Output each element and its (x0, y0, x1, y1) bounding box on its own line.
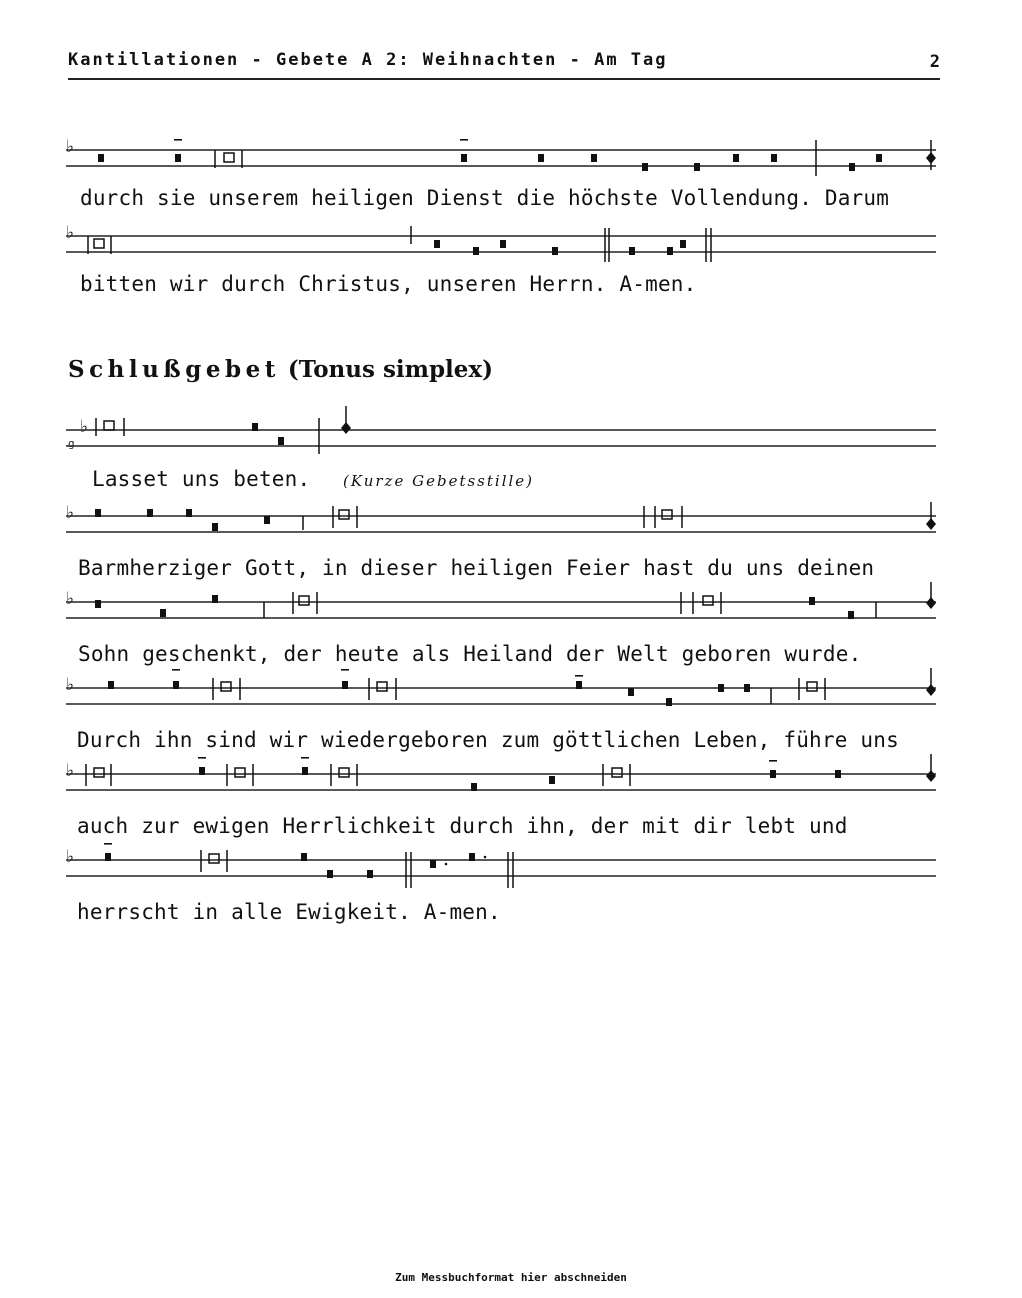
flat-sign-icon: ♭ (66, 847, 75, 867)
flat-sign-icon: ♭ (66, 223, 75, 243)
flat-sign-icon: ♭ (66, 675, 75, 695)
flat-sign-icon: ♭ (66, 137, 75, 157)
section-heading (68, 356, 493, 383)
intro-line: Lasset uns beten. (92, 467, 311, 491)
lyric-line: bitten wir durch Christus, unseren Herrn. A-men. (80, 272, 697, 296)
lyric-line: Barmherziger Gott, in dieser heiligen Feier hast du uns deinen (78, 556, 875, 580)
header-title: Kantillationen - Gebete A 2: Weihnachten - Am Tag (68, 50, 668, 70)
heading-main: Schlußgebet (68, 356, 280, 383)
lyric-line: Durch ihn sind wir wiedergeboren zum göttlichen Leben, führe uns (77, 728, 899, 752)
flat-sign-icon: ♭ (66, 503, 75, 523)
flat-sign-icon: ♭ (66, 761, 75, 781)
cut-note: Zum Messbuchformat hier abschneiden (395, 1271, 627, 1284)
lyric-line: auch zur ewigen Herrlichkeit durch ihn, der mit dir lebt und (77, 814, 848, 838)
svg-text:g: g (68, 437, 75, 450)
page-number: 2 (929, 52, 940, 72)
silence-note: (Kurze Gebetsstille) (343, 472, 535, 490)
flat-sign-icon: ♭ (80, 417, 89, 437)
flat-sign-icon: ♭ (66, 589, 75, 609)
lyric-line: Sohn geschenkt, der heute als Heiland der Welt geboren wurde. (78, 642, 862, 666)
heading-sub: (Tonus simplex) (287, 356, 494, 383)
lyric-line: durch sie unserem heiligen Dienst die höchste Vollendung. Darum (80, 186, 890, 210)
lyric-line: herrscht in alle Ewigkeit. A-men. (77, 900, 501, 924)
